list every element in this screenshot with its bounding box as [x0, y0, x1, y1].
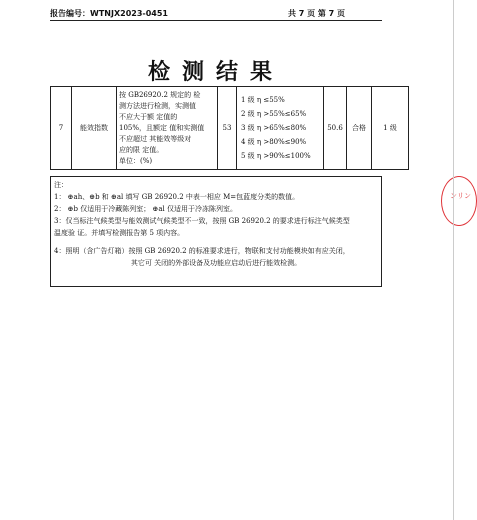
seal-stamp — [441, 176, 477, 226]
note-1: 1： ⊕ah、⊕b 和 ⊕al 填写 GB 26920.2 中表一相应 M=包蓝度分类的数值。 — [54, 193, 300, 201]
note-3-continued: 温度验 证。并填写检测报告第 5 项内容。 — [54, 229, 185, 237]
requirement-line: 不应大于额 定值的 — [119, 112, 178, 121]
requirement-line: 测方法进行检测，实测值 — [119, 101, 196, 110]
requirement-text — [117, 87, 218, 170]
report-number — [50, 8, 168, 19]
grade-line: 1 级 η ≤55% — [241, 96, 285, 104]
table-row — [51, 87, 409, 170]
requirement-line: 按 GB26920.2 规定的 检 — [119, 90, 201, 99]
note-3: 3：仅当标注气候类型与能效测试气候类型不一致，按照 GB 26920.2 的要求进行标注气候类型 — [54, 217, 350, 225]
row-number: 7 — [51, 87, 72, 170]
notes-box — [50, 176, 382, 287]
results-table — [50, 86, 409, 170]
efficiency-level: 1 级 — [372, 87, 409, 170]
requirement-line: 单位：(%) — [119, 156, 153, 165]
page-counter: 共 7 页 第 7 页 — [287, 9, 345, 18]
measured-value: 50.6 — [324, 87, 347, 170]
grade-line: 2 级 η >55%≤65% — [241, 110, 307, 118]
report-number-label: 报告编号： — [50, 9, 90, 18]
page-title: 检测结果 — [147, 59, 284, 85]
test-item: 能效指数 — [72, 87, 117, 170]
header-divider — [50, 20, 382, 21]
report-number-value: WTNJX2023-0451 — [90, 9, 168, 18]
note-4: 4：照明（含广告灯箱）按照 GB 26920.2 的标准要求进行，物联和支付功能模块如有应关闭， — [54, 247, 350, 255]
grade-list — [237, 87, 324, 170]
notes-heading: 注： — [54, 181, 68, 189]
requirement-line: 应的限 定值。 — [119, 145, 164, 154]
conclusion: 合格 — [347, 87, 372, 170]
note-2: 2： ⊕b 仅适用于冷藏陈列室； ⊕al 仅适用于冷冻陈列室。 — [54, 205, 237, 213]
grade-line: 3 级 η >65%≤80% — [241, 124, 307, 132]
requirement-line: 不应超过 其能效等级对 — [119, 134, 192, 143]
rated-value: 53 — [218, 87, 237, 170]
note-4-continued: 其它可 关闭的外部设备及功能应启动后进行能效检测。 — [130, 259, 302, 267]
stamp-text: ンリン — [450, 192, 471, 200]
requirement-line: 105%，且额定 值和实测值 — [119, 123, 205, 132]
grade-line: 4 级 η >80%≤90% — [241, 138, 307, 146]
page-edge — [453, 0, 454, 520]
grade-line: 5 级 η >90%≤100% — [241, 152, 311, 160]
